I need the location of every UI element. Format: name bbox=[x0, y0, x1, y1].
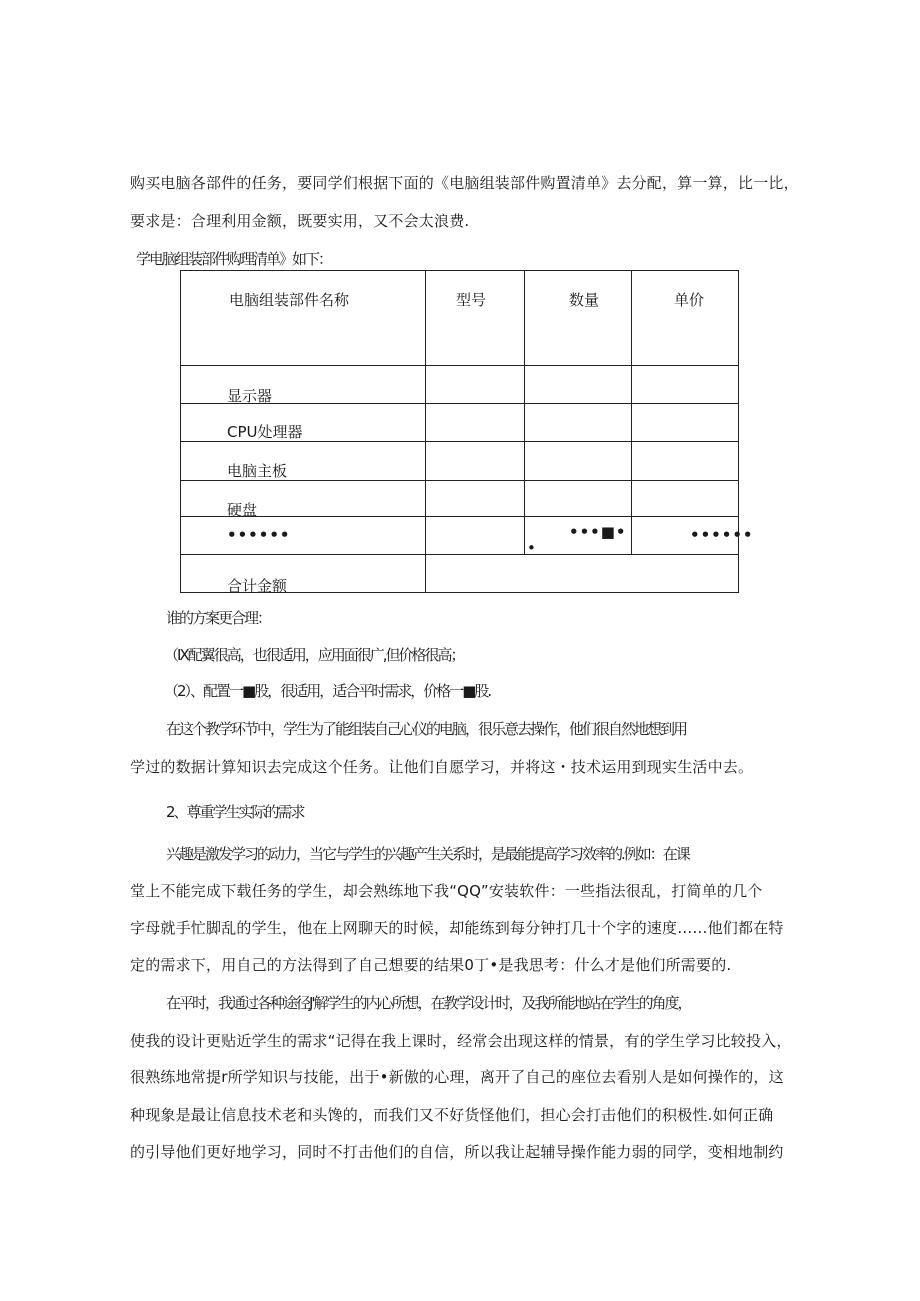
unit-price-cell: •••••• bbox=[632, 517, 739, 555]
model-cell bbox=[426, 481, 525, 517]
part-name-cell: 电脑主板 bbox=[181, 442, 426, 481]
header-part-name: 电脑组装部件名称 bbox=[181, 271, 426, 366]
paragraph-3-line-3: 很熟练地常提r所学知识与技能，出于•新傲的心理，离开了自己的座位去看别人是如何操作的，这 bbox=[130, 1068, 784, 1086]
total-label-cell: 合计金额 bbox=[181, 555, 426, 593]
table-row bbox=[181, 481, 739, 517]
model-cell bbox=[426, 517, 525, 555]
quantity-placeholder-cont: • bbox=[527, 539, 536, 557]
paragraph-3-line-5: 的引导他们更好地学习，同时不打击他们的自信，所以我让起辅导操作能力弱的同学，变相地制约 bbox=[130, 1143, 784, 1161]
unit-price-cell bbox=[632, 366, 739, 404]
total-amount-cell bbox=[426, 555, 739, 593]
part-name-cell: •••••• bbox=[181, 517, 426, 555]
paragraph-1-line-2: 学过的数据计算知识去完成这个任务。让他们自愿学习，并将这・技术运用到现实生活中去。 bbox=[130, 758, 754, 776]
paragraph-2-line-1: 兴趣是激发学习的动力，当它与学生的兴趣产生关系时，是最能提高学习效率的.例如：在课 bbox=[166, 845, 689, 863]
part-name-cell: 硬盘 bbox=[181, 481, 426, 517]
paragraph-1-line-1: 在这个教学环节中，学生为了能组装自己心仪的电脑，很乐意去操作，他们很自然地想到用 bbox=[166, 720, 687, 738]
model-cell bbox=[426, 366, 525, 404]
unit-price-cell bbox=[632, 481, 739, 517]
table-row bbox=[181, 366, 739, 404]
header-model: 型号 bbox=[426, 271, 525, 366]
header-quantity: 数量 bbox=[525, 271, 632, 366]
quantity-placeholder: •••■• bbox=[569, 523, 627, 541]
header-unit-price: 单价 bbox=[632, 271, 739, 366]
parts-purchase-table bbox=[180, 270, 754, 595]
paragraph-3-line-2: 使我的设计更贴近学生的需求“记得在我上课时，经常会出现这样的情景，有的学生学习比较投入， bbox=[130, 1032, 792, 1050]
model-cell bbox=[426, 404, 525, 442]
table-row bbox=[181, 404, 739, 442]
paragraph-3-line-4: 种现象是最让信息技术老和头馋的，而我们又不好货怪他们，担心会打击他们的积极性.如何正确 bbox=[130, 1106, 774, 1124]
quantity-cell bbox=[525, 404, 632, 442]
intro-line-1: 购买电脑各部件的任务，要同学们根据下面的《电脑组装部件购置清单》去分配，算一算，比一比， bbox=[130, 174, 799, 192]
quantity-cell bbox=[525, 517, 632, 555]
question-line: 谁的方案更合理： bbox=[166, 609, 271, 627]
section-2-heading: 2、尊重学生实际的需求 bbox=[166, 803, 304, 821]
table-caption: 学电脑组装部件购理清单》如下： bbox=[136, 250, 332, 268]
quantity-cell bbox=[525, 366, 632, 404]
paragraph-2-line-3: 字母就手忙脚乱的学生，他在上网聊天的时候，却能练到每分钟打几十个字的速度……他们都在特 bbox=[130, 919, 784, 937]
paragraph-2-line-2: 堂上不能完成下载任务的学生，却会熟练地下我“QQ”安装软件：一些指法很乱，打简单的几个 bbox=[130, 882, 763, 900]
intro-line-2: 要求是：合理利用金额，既要实用，又不会太浪费. bbox=[130, 212, 470, 230]
paragraph-3-line-1: 在平时，我通过各种途径J'解学生的内心所想，在教学设计时，及我所能地站在学生的角度， bbox=[166, 994, 691, 1012]
table-header-row bbox=[181, 271, 739, 366]
quantity-cell bbox=[525, 442, 632, 481]
part-name-cell: 显示器 bbox=[181, 366, 426, 404]
option-1: （IX配翼很高，也很适用，应用面很广,但价格很高； bbox=[164, 646, 464, 664]
unit-price-cell bbox=[632, 404, 739, 442]
quantity-cell bbox=[525, 481, 632, 517]
option-2: （2）、配置一■股，很适用，适合平时需求，价格一■股. bbox=[164, 682, 491, 700]
model-cell bbox=[426, 442, 525, 481]
table-total-row bbox=[181, 555, 739, 593]
unit-price-cell bbox=[632, 442, 739, 481]
part-name-cell: CPU处理器 bbox=[181, 404, 426, 442]
table-row bbox=[181, 442, 739, 481]
table-row bbox=[181, 517, 739, 555]
paragraph-2-line-4: 定的需求下，用自己的方法得到了自己想要的结果0丁•是我思考：什么才是他们所需要的. bbox=[130, 956, 732, 974]
